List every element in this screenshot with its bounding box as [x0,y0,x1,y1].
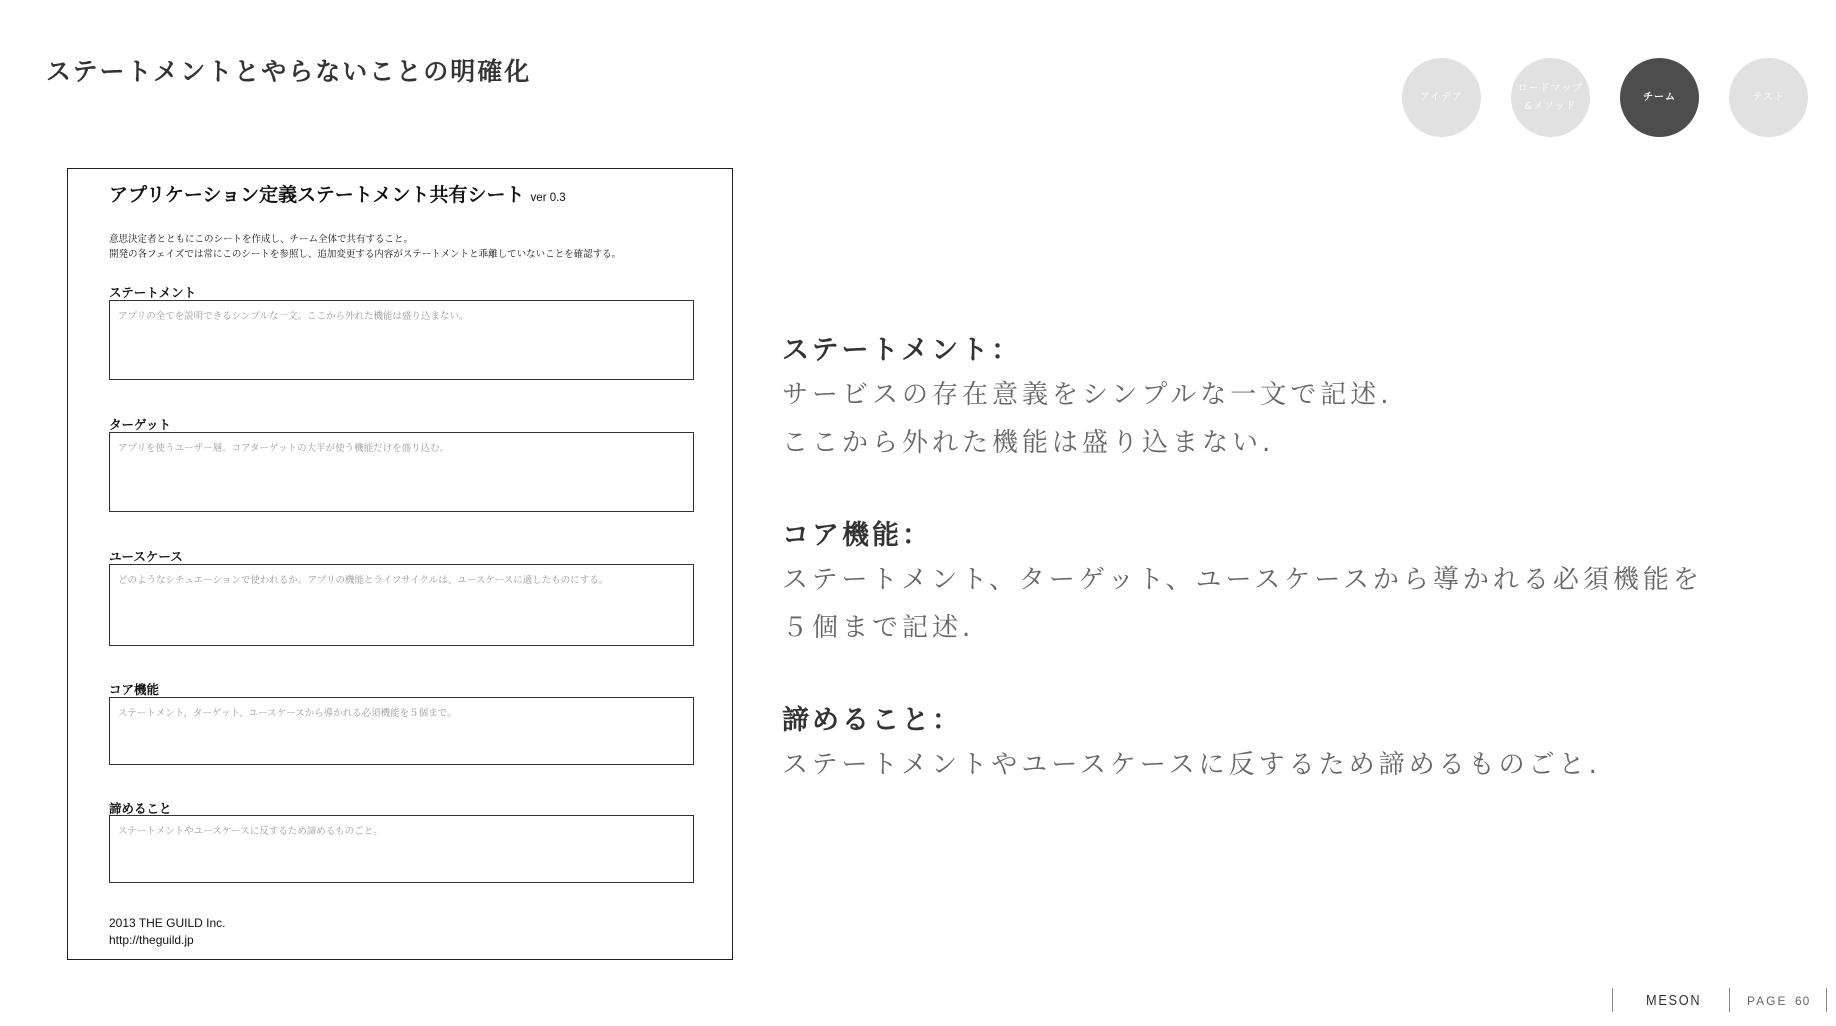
phase-idea[interactable]: アイデア [1402,58,1481,137]
company-name: 2013 THE GUILD Inc. [109,916,226,930]
usecase-field[interactable]: どのようなシチュエーションで使われるか。アプリの機能とライフサイクルは、ユースケースに適したものにする。 [109,564,694,646]
explanation-statement: ステートメント： サービスの存在意義をシンプルな一文で記述. ここから外れた機能は盛り込まない. [782,335,1393,458]
page-number: 60 [1795,994,1811,1008]
company-url: http://theguild.jp [109,933,194,947]
explanation [782,328,1703,835]
phase-team[interactable]: チーム [1620,58,1699,137]
sheet-version: ver 0.3 [530,192,566,204]
give-up-field[interactable]: ステートメントやユースケースに反するため諦めるものごと。 [109,815,694,883]
sheet-title: アプリケーション定義ステートメント共有シート ver 0.3 [109,185,566,206]
core-features-field[interactable]: ステートメント、ターゲット、ユースケースから導かれる必須機能を５個まで。 [109,697,694,765]
explanation-give-up: 諦めること： ステートメントやユースケースに反するため諦めるものごと. [782,705,1601,780]
field-label-usecase: ユースケース [109,550,183,564]
footer-divider [1729,988,1730,1012]
statement-field[interactable]: アプリの全てを説明できるシンプルな一文。ここから外れた機能は盛り込まない。 [109,300,694,380]
phase-nav [1402,58,1812,138]
sheet-footer [109,915,226,949]
target-field[interactable]: アプリを使うユーザー層。コアターゲットの大半が使う機能だけを盛り込む。 [109,432,694,512]
page-label: PAGE [1747,994,1788,1008]
field-label-core-features: コア機能 [109,683,160,697]
phase-roadmap-method[interactable]: ロードマップ &メソッド [1511,58,1590,137]
footer-divider [1826,988,1827,1012]
brand-logo: MESON [1646,992,1702,1009]
page-title: ステートメントとやらないことの明確化 [46,57,532,86]
field-label-give-up: 諦めること [109,802,172,816]
phase-test[interactable]: テスト [1729,58,1808,137]
field-label-target: ターゲット [109,418,172,432]
statement-sheet [67,168,733,960]
field-label-statement: ステートメント [109,286,197,300]
explanation-core-features: コア機能： ステートメント、ターゲット、ユースケースから導かれる必須機能を ５個まで記述. [782,520,1703,643]
sheet-intro: 意思決定者とともにこのシートを作成し、チーム全体で共有すること。 開発の各フェイズでは常にこのシートを参照し、追加変更する内容がステートメントと乖離していないことを確認する。 [109,234,622,260]
footer-divider [1612,988,1613,1012]
